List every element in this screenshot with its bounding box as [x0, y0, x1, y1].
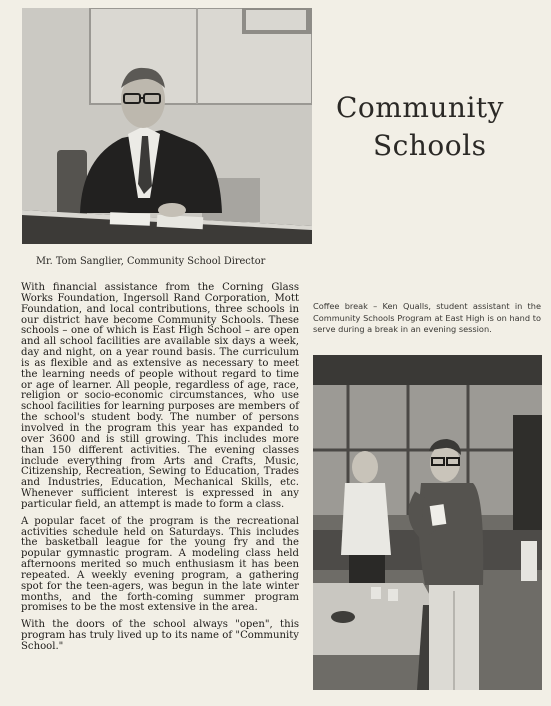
director-photo-art	[22, 8, 312, 244]
page-title-line-1: Community	[336, 91, 504, 124]
director-photo-caption: Mr. Tom Sanglier, Community School Director	[36, 256, 266, 267]
coffee-break-photo-art	[313, 355, 542, 690]
coffee-break-photo	[313, 355, 542, 690]
coffee-break-caption: Coffee break – Ken Qualls, student assistant in the Community Schools Program at East High is on hand to serve during a break in an evening session.	[313, 301, 541, 334]
article-paragraph: With the doors of the school always "open", this program has truly lived up to its name of "Community School."	[21, 619, 299, 652]
article-body	[21, 283, 299, 659]
article-paragraph: A popular facet of the program is the recreational activities schedule held on Saturdays. This includes the basketball league for the young fry and the popular gymnastic program. A modeling class held afternoons merited so much enthusiasm it has been repeated. A weekly evening program, a gathering spot for the teen-agers, was begun in the late winter months, and the forth-coming summer program promises to be the most extensive in the area.	[21, 515, 299, 614]
page-title-line-2: Schools	[373, 129, 487, 162]
article-paragraph: With financial assistance from the Corning Glass Works Foundation, Ingersoll Rand Corporation, Mott Foundation, and local contributions, three schools in our district have become Community Schools. These schools – one of which is East High School – are open and all school facilities are available six days a week, day and night, on a year round basis. The curriculum is as flexible and as extensive as necessary to meet the learning needs of people without regard to time or age of learner. All people, regardless of age, race, religion or socio-economic circumstances, who use school facilities for learning purposes are members of the school's student body. The number of persons involved in the program this year has expanded to over 3600 and is still growing. This includes more than 150 different activities. The evening classes include everything from Arts and Crafts, Music, Citizenship, Recreation, Sewing to Education, Trades and Industries, Education, Mechanical Skills, etc. Whenever sufficient interest is expressed in any particular field, an attempt is made to form a class.	[21, 282, 299, 510]
director-photo	[22, 8, 312, 244]
